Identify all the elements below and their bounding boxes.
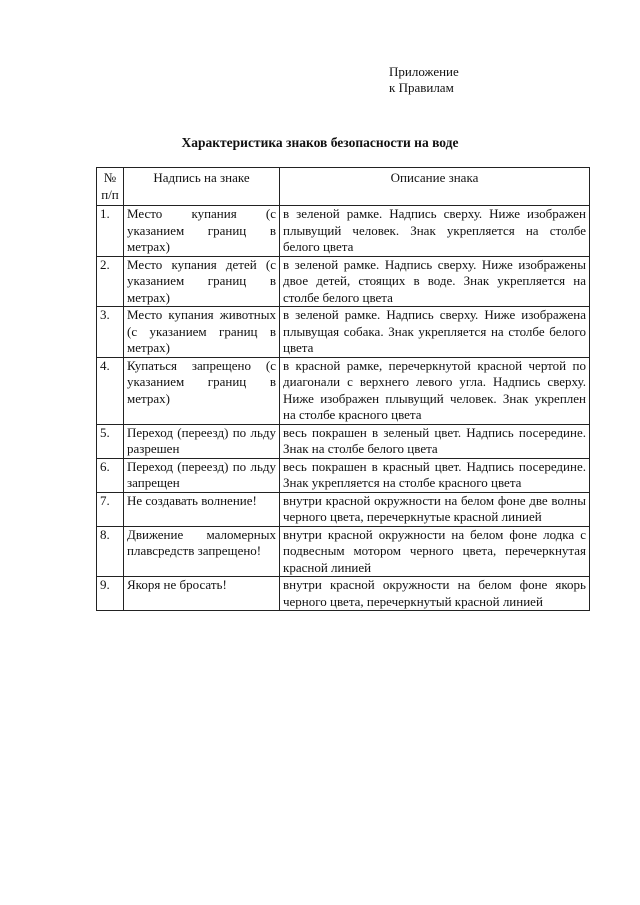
table-row [97, 307, 590, 358]
document-title: Характеристика знаков безопасности на воде [181, 135, 459, 150]
table-row [97, 492, 590, 526]
row-number: 2. [97, 256, 124, 307]
row-number: 4. [97, 357, 124, 424]
sign-description: внутри красной окружности на белом фоне якорь черного цвета, перечеркнутый красной линией [280, 577, 590, 611]
sign-description: в зеленой рамке. Надпись сверху. Ниже изображены двое детей, стоящих в воде. Знак укрепляется на столбе белого цвета [280, 256, 590, 307]
sign-label: Место купания животных (с указанием границ в метрах) [124, 307, 280, 358]
row-number: 9. [97, 577, 124, 611]
appendix-line-2: к Правилам [389, 80, 454, 95]
sign-label: Не создавать волнение! [124, 492, 280, 526]
sign-description: весь покрашен в зеленый цвет. Надпись посередине. Знак на столбе белого цвета [280, 424, 590, 458]
header-sign-description: Описание знака [280, 168, 590, 206]
row-number: 3. [97, 307, 124, 358]
table-row [97, 256, 590, 307]
sign-label: Переход (переезд) по льду запрещен [124, 458, 280, 492]
sign-description: весь покрашен в красный цвет. Надпись посередине. Знак укрепляется на столбе красного цвета [280, 458, 590, 492]
appendix-heading [389, 64, 459, 96]
appendix-line-1: Приложение [389, 64, 459, 79]
sign-description: в красной рамке, перечеркнутой красной чертой по диагонали с верхнего левого угла. Надпись сверху. Ниже изображен плывущий человек. Знак укреплен на столбе красного цвета [280, 357, 590, 424]
table-row [97, 458, 590, 492]
row-number: 8. [97, 526, 124, 577]
sign-label: Переход (переезд) по льду разрешен [124, 424, 280, 458]
sign-label: Место купания (с указанием границ в метрах) [124, 206, 280, 257]
row-number: 5. [97, 424, 124, 458]
row-number: 7. [97, 492, 124, 526]
sign-label: Движение маломерных плавсредств запрещено! [124, 526, 280, 577]
sign-label: Якоря не бросать! [124, 577, 280, 611]
table-body [97, 206, 590, 611]
sign-description: внутри красной окружности на белом фоне две волны черного цвета, перечеркнутые красной линией [280, 492, 590, 526]
sign-description: внутри красной окружности на белом фоне лодка с подвесным мотором черного цвета, перечеркнутая красной линией [280, 526, 590, 577]
sign-label: Место купания детей (с указанием границ в метрах) [124, 256, 280, 307]
safety-signs-table [96, 167, 590, 611]
table-row [97, 357, 590, 424]
table-row [97, 206, 590, 257]
table-row [97, 424, 590, 458]
table-row [97, 526, 590, 577]
row-number: 1. [97, 206, 124, 257]
sign-label: Купаться запрещено (с указанием границ в метрах) [124, 357, 280, 424]
table-header-row [97, 168, 590, 206]
sign-description: в зеленой рамке. Надпись сверху. Ниже изображен плывущий человек. Знак укрепляется на столбе белого цвета [280, 206, 590, 257]
sign-description: в зеленой рамке. Надпись сверху. Ниже изображена плывущая собака. Знак укрепляется на столбе белого цвета [280, 307, 590, 358]
header-sign-label: Надпись на знаке [124, 168, 280, 206]
row-number: 6. [97, 458, 124, 492]
table-row [97, 577, 590, 611]
header-number: № п/п [97, 168, 124, 206]
